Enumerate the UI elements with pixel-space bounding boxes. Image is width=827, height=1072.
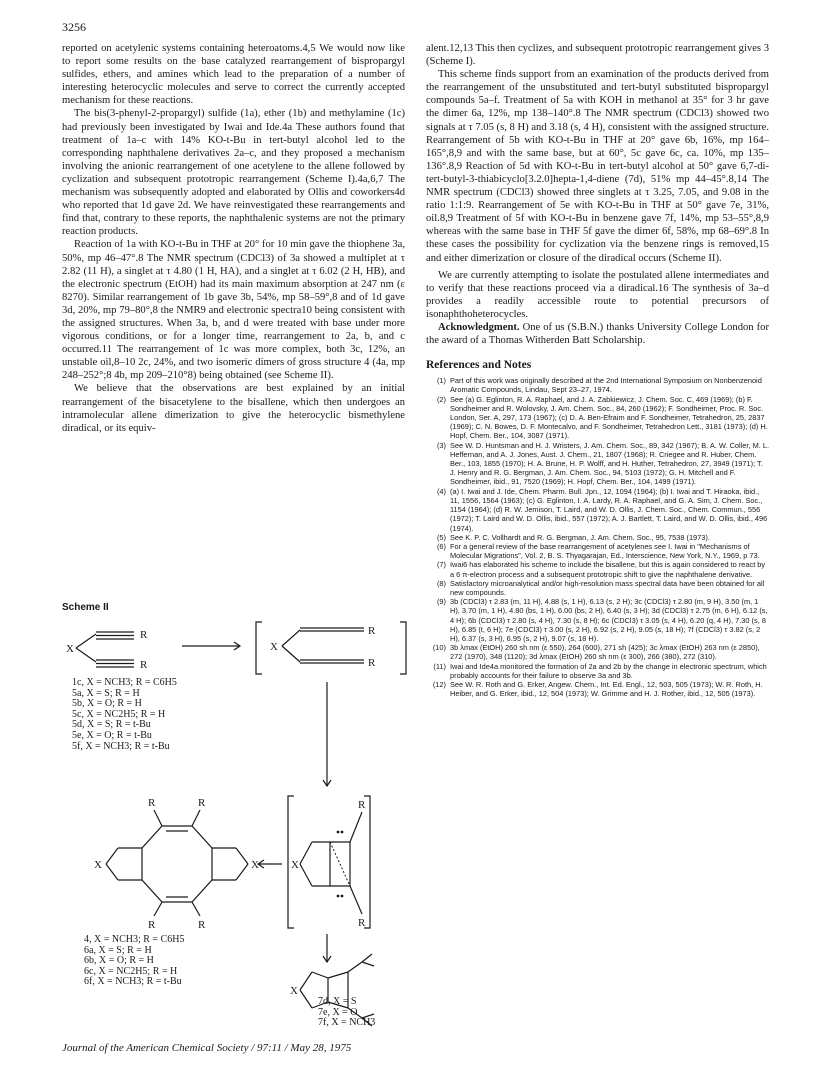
left-column <box>62 42 405 435</box>
atom-label: R <box>368 657 376 669</box>
reference-item: (12) See W. R. Roth and G. Erker, Angew. Chem., Int. Ed. Engl., 12, 503, 505 (1973); W. R. Roth, H. Heiber, and G. Erker, ibid., 12, 504 (1973); W. Grimme and H. J. Rother, ibid., 12, 505 (1973). <box>432 679 763 699</box>
scheme-product-labels <box>318 997 375 1029</box>
reference-item: (3) See W. D. Huntsman and H. J. Wristers, J. Am. Chem. Soc., 89, 342 (1967); B. A. W. Coller, M. L. Heffernan, and A. J. Jones, Aust. J. Chem., 21, 1807 (1968); R. Criegee and R. Huber, Chem. Ber., 103, 1855 (1970); H. A. Brune, H. P. Wolff, and H. Huther, Tetrahedron, 27, 3949 (1971); T. J. Henry and R. G. Bergman, J. Am. Chem. Soc., 94, 5103 (1972); G. H. Mitchell and F. Sondheimer, ibid., 91, 7520 (1969); H. Hopf, Chem. Ber., 104, 1499 (1971). <box>436 440 770 487</box>
reference-item: (10) 3b λmax (EtOH) 260 sh nm (ε 550), 264 (600), 271 sh (425); 3c λmax (EtOH) 263 nm (ε 2850), 272 (1970), 348 (1120); 3d λmax (EtOH) 260 sh nm (ε 300), 266 (380), 272 (310). <box>432 643 760 662</box>
atom-label: R <box>148 797 156 809</box>
paragraph: We believe that the observations are best explained by an initial rearrangement of the bisacetylene to the bisallene, which then undergoes an intramolecular allene dimerization to give the heterocyclic bismethylene diradical, or its equiv- <box>62 383 405 434</box>
paragraph: This scheme finds support from an examination of the products derived from the rearrangement of the unsubstituted and tert-butyl substituted bispropargyl compounds 5a–f. Treatment of 5a with KOH in methanol at 35° for 3 hr gave the dimer 6a, 12%, mp 138–140°.8 The NMR spectrum (CDCl3) showed two signals at τ 7.05 (s, 8 H) and 3.18 (s, 4 H), consistent with the assigned structure. Rearrangement of 5b with KO-t-Bu in THF at 20° gave 6b, 16%, mp 164–165°,8,9 and with the same base, but at 60°, 5c gave 6c, ca. 10%, mp 135–136°.8,9 Reaction of 5d with KO-t-Bu in tert-butyl alcohol at 50° gave 6,7-di-tert-butyl-3-thiabicyclo[3.2.0]hepta-1,4-diene (7d), 51% mp 44–45°.8,14 The NMR spectrum (CDCl3) showed three singlets at τ 3.25, 7.05, and 9.08 in the ratio 1:1:9. Rearrangement of 5e with KO-t-Bu in THF at 50° gave 7e, 31%, oil.8,9 Treatment of 5f with KO-t-Bu in benzene gave 7f, 14%, mp 53–55°,8,9 whereas with the same base in THF 5f gave the dimer 6f, 58%, mp 68–69°.8 In these cases the possibility for cyclization via the benzene rings is removed,15 and either dimerization or closure of the diradical occurs (Scheme II). <box>426 69 769 264</box>
compound-label: 5e, X = O; R = t-Bu <box>72 729 152 741</box>
compound-label: 6b, X = O; R = H <box>84 955 154 967</box>
atom-label: R <box>198 919 206 931</box>
paragraph: Reaction of 1a with KO-t-Bu in THF at 20° for 10 min gave the thiophene 3a, 50%, mp 46–47°.8 The NMR spectrum (CDCl3) of 3a showed a multiplet at τ 2.82 (11 H), a singlet at τ 4.80 (1 H, HA), and a singlet at τ 6.02 (2 H, HB), and the electronic spectrum (EtOH) had its main maximum absorption at 247 nm (ε 8270). Similar rearrangement of 1b gave 3b, 54%, mp 58–59°,8 and of 1d gave 3d, 20%, mp 79–80°,8 the NMR9 and electronic spectra10 being consistent with the assigned structures. When 3a, b, and d were treated with base under more vigorous conditions, or for a longer time, rearrangement to 2a, b, and c occurred.11 The rearrangement of 1c was more complex, both 3c, 12%, an unstable oil,8–10 2c, 24%, and two isomeric dimers of gross structure 4 (4a, mp 248–252°;8 4b, mp 209–210°8) being obtained (see Scheme II). <box>62 239 405 382</box>
paragraph: The bis(3-phenyl-2-propargyl) sulfide (1a), ether (1b) and methylamine (1c) had previously been investigated by Iwai and Ide.4a These authors found that treatment of 1a–c with 14% KO-t-Bu in tert-butyl alcohol led to the corresponding naphthalene derivatives 2a–c, and they proposed a mechanism involving the anionic rearrangement of one acetylene to the allene followed by cyclization and subsequent prototropic rearrangement (Scheme I).4a,6,7 The mechanism was subsequently adopted and elaborated by Ollis and coworkers4d who reported that 1d gave 2d. We have reinvestigated these rearrangements and find that, contrary to these reports, the naphthalenic systems are not the primary reaction products. <box>62 108 405 238</box>
references-list <box>426 376 769 698</box>
compound-label: 5d, X = S; R = t-Bu <box>72 719 151 731</box>
compound-label: 5b, X = O; R = H <box>72 698 142 710</box>
reference-item: (9) 3b (CDCl3) τ 2.83 (m, 11 H), 4.88 (s, 1 H), 6.13 (s, 2 H); 3c (CDCl3) τ 2.80 (m, 9 H), 3.50 (m, 1 H), 3.70 (m, 1 H), 4.80 (bs, 1 H), 6.00 (bs, 2 H), 6.40 (s, 3 H); 3d (CDCl3) τ 2.75 (m, 6 H), 6.12 (s, 4 H); 6b (CDCl3) τ 2.80 (s, 4 H), 7.30 (s, 8 H); 6c (CDCl3) τ 3.05 (s, 4 H), 6.20 (q, 4 H), 7.30 (s, 8 H), 6.85 (t, 6 H); 7e (CDCl3) τ 3.00 (s, 2 H), 6.92 (s, 2 H), 9.05 (s, 18 H); 7f (CDCl3) τ 3.82 (s, 2 H), 6.37 (s, 3 H), 6.95 (s, 2 H), 9.07 (s, 18 H). <box>436 597 768 643</box>
reference-item: (6) For a general review of the base rearrangement of acetylenes see I. Iwai in "Mechanisms of Molecular Migrations", Vol. 2, B. S. Thyagarajan, Ed., Interscience, New York, N.Y., 1969, p 73. <box>436 541 760 561</box>
page-number: 3256 <box>62 20 86 34</box>
compound-label: 7e, X = O <box>318 1006 358 1018</box>
compound-label: 1c, X = NCH3; R = C6H5 <box>72 677 177 688</box>
atom-label: R <box>148 919 156 931</box>
journal-footer: Journal of the American Chemical Society / 97:11 / May 28, 1975 <box>62 1042 352 1054</box>
acknowledgment-text: One of us (S.B.N.) thanks University College London for the award of a Thomas Witherden Batt Scholarship. <box>426 321 769 347</box>
compound-label: 5a, X = S; R = H <box>72 687 140 699</box>
scheme-top-labels <box>72 678 177 752</box>
reference-item: (8) Satisfactory microanalytical and/or high-resolution mass spectral data have been obtained for all new compounds. <box>436 578 765 597</box>
compound-label: 6c, X = NC2H5; R = H <box>84 965 178 977</box>
scheme-dimer-labels <box>84 935 184 988</box>
reference-item: (4) (a) I. Iwai and J. Ide, Chem. Pharm. Bull. Jpn., 12, 1094 (1964); (b) I. Iwai and T. Hiraoka, ibid., 11, 1556, 1564 (1963); (c) G. Eglinton, I. A. Lardy, R. A. Raphael, and G. A. Sim, J. Chem. Soc., 1154 (1964); (d) R. W. Jemison, T. Laird, and W. D. Ollis, J. Chem. Soc., Chem. Commun., 556 (1972); T. Laird and W. D. Ollis, ibid., 557 (1972); A. J. Bartlett, T. Laird, and W. D. Ollis, ibid., 496 (1974). <box>436 486 768 533</box>
reference-item: (11) Iwai and Ide4a monitored the formation of 2a and 2b by the change in electronic spectrum, which probably accounts for their failure to observe 3a and 3b. <box>433 661 767 680</box>
atom-label: R <box>358 917 366 929</box>
reference-item: (2) See (a) G. Eglinton, R. A. Raphael, and J. A. Zabkiewicz, J. Chem. Soc. C, 469 (1969); (b) F. Sondheimer and R. Wolovsky, J. Am. Chem. Soc., 84, 260 (1962); F. Sondheimer, Proc. R. Soc. London, Ser. A, 297, 173 (1967); (c) D. A. Ben-Efraim and F. Sondheimer, Tetrahedron, 25, 2837 (1969); C. N. Bowes, D. F. Montecalvo, and F. Sondheimer, Tetrahedron Lett., 3181 (1973); (d) H. Hopf, Chem. Ber., 104, 3087 (1971). <box>436 394 768 441</box>
atom-label: X <box>291 859 299 871</box>
acknowledgment-label: Acknowledgment. <box>438 321 520 333</box>
right-column <box>426 42 769 698</box>
compound-label: 5c, X = NC2H5; R = H <box>72 708 166 720</box>
paragraph: We are currently attempting to isolate the postulated allene intermediates and to verify that these reactions proceed via a diradical.16 The synthesis of 3a–d provides a readily accessible route to potential precursors of isonaphthoheterocycles. <box>426 269 769 320</box>
atom-label: R <box>368 625 376 637</box>
atom-label: X <box>290 985 298 997</box>
references-heading: References and Notes <box>426 359 532 372</box>
compound-label: 6a, X = S; R = H <box>84 944 152 956</box>
scheme-title: Scheme II <box>62 602 109 613</box>
compound-label: 4, X = NCH3; R = C6H5 <box>84 934 185 945</box>
atom-label: R <box>140 629 148 641</box>
compound-label: 5f, X = NCH3; R = t-Bu <box>72 740 170 752</box>
atom-label: X <box>66 643 74 655</box>
atom-label: R <box>358 799 366 811</box>
reference-item: (7) Iwai6 has elaborated his scheme to include the bisallene, but this is again considered to react by a 6 π-electron process and a subsequent prototropic shift to give the naphthalene derivative. <box>436 560 766 579</box>
atom-label: X <box>251 859 259 871</box>
compound-label: 7f, X = NCH3 <box>318 1017 376 1029</box>
acknowledgment <box>426 321 769 347</box>
atom-label: R <box>198 797 206 809</box>
reference-item: (1) Part of this work was originally described at the 2nd International Symposium on Nonbenzenoid Aromatic Compounds, Lindau, Sept 23–27, 1974. <box>436 376 762 395</box>
reference-item: (5) See K. P. C. Vollhardt and R. G. Bergman, J. Am. Chem. Soc., 95, 7538 (1973). <box>436 532 710 542</box>
atom-label: R <box>140 659 148 671</box>
paragraph: reported on acetylenic systems containing heteroatoms.4,5 We would now like to report some results on the base catalyzed rearrangement of bispropargyl sulfides, ethers, and amines which lead to the preparation of a number of interesting heterocyclic molecules and serve to correct the currently accepted mechanism for these reactions. <box>62 43 405 107</box>
paragraph: alent.12,13 This then cyclizes, and subsequent prototropic rearrangement gives 3 (Scheme I). <box>426 43 769 68</box>
compound-label: 7d, X = S <box>318 996 357 1007</box>
atom-label: X <box>94 859 102 871</box>
compound-label: 6f, X = NCH3; R = t-Bu <box>84 976 182 988</box>
atom-label: X <box>270 641 278 653</box>
